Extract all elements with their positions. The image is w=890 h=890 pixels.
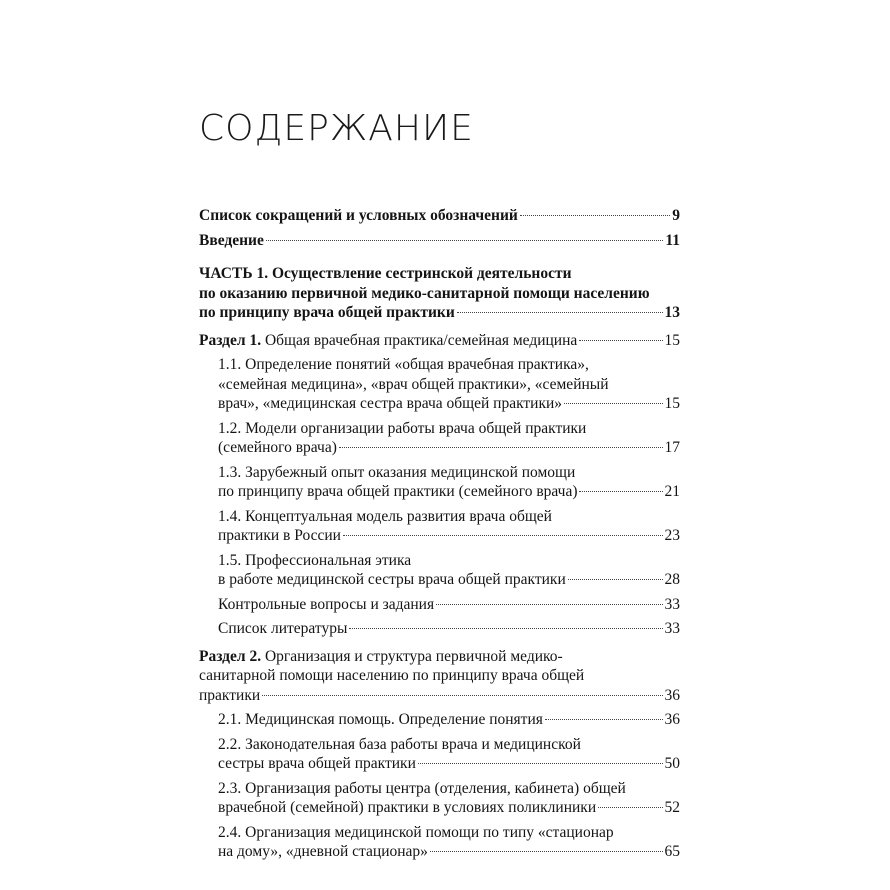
toc-entry-line: 2.2. Законодательная база работы врача и медицинской [218, 735, 581, 753]
dot-leader [598, 807, 662, 808]
toc-entry-line: 1.4. Концептуальная модель развития врача общей [218, 507, 552, 525]
page-number: 23 [664, 527, 680, 544]
toc-entry-line: ЧАСТЬ 1. Осуществление сестринской деятельности [199, 265, 572, 282]
toc-entry-1-4 [218, 507, 680, 546]
toc-entry-2-3 [218, 779, 680, 818]
toc-entry-2-1 [218, 710, 680, 730]
page-title: СОДЕРЖАНИЕ [199, 108, 474, 149]
toc-leader-line [199, 231, 680, 251]
toc-entry-line: 1.1. Определение понятий «общая врачебная практика», [218, 356, 589, 373]
toc-entry-2-2 [218, 735, 680, 774]
toc-entry-abbreviations [199, 206, 680, 226]
page-number: 65 [664, 843, 680, 860]
toc-leader-line [218, 438, 680, 458]
toc-leader-line [218, 710, 680, 730]
dot-leader [564, 403, 662, 404]
toc-leader-line [199, 303, 680, 323]
toc-entry-line: санитарной помощи населению по принципу врача общей [199, 667, 585, 684]
section-title: Общая врачебная практика/семейная медицина [261, 331, 578, 349]
toc-leader-line [218, 526, 680, 546]
page-number: 36 [664, 711, 680, 728]
toc-leader-line [218, 482, 680, 502]
toc-entry-line: по оказанию первичной медико-санитарной помощи населению [199, 284, 650, 302]
dot-leader [579, 340, 662, 341]
toc-leader-line [199, 686, 680, 706]
page-number: 36 [664, 686, 680, 704]
section-prefix: Раздел 2. [199, 647, 262, 665]
toc-entry-text: сестры врача общей практики [218, 755, 416, 772]
toc-entry-line: 2.4. Организация медицинской помощи по типу «стационар [218, 823, 614, 841]
page-number: 33 [664, 620, 680, 637]
toc-entry-text: практики [199, 686, 261, 704]
page-number: 21 [664, 483, 680, 500]
toc-entry-2-4 [218, 823, 680, 862]
toc-entry-text: Список литературы [218, 620, 348, 637]
toc-entry-line [199, 647, 680, 667]
page-number: 28 [664, 571, 680, 588]
table-of-contents [199, 206, 680, 862]
toc-entry-line: 1.3. Зарубежный опыт оказания медицинской помощи [218, 463, 576, 481]
dot-leader [568, 579, 663, 580]
page-number: 17 [664, 439, 680, 456]
toc-entry-text: (семейного врача) [218, 439, 337, 456]
toc-entry-text: в работе медицинской сестры врача общей практики [218, 571, 566, 588]
toc-entry-text: врачебной (семейной) практики в условиях поликлиники [218, 799, 597, 816]
toc-entry-text: по принципу врача общей практики (семейного врача) [218, 483, 578, 500]
page-number: 9 [672, 207, 680, 224]
page-number: 13 [664, 304, 680, 321]
toc-entry-section-2 [199, 647, 680, 706]
toc-leader-line [218, 842, 680, 862]
toc-entry-text: Список сокращений и условных обозначений [199, 207, 518, 224]
dot-leader [579, 491, 662, 492]
toc-entry-text: врач», «медицинская сестра врача общей практики» [218, 395, 563, 412]
toc-leader-line [199, 331, 680, 351]
toc-leader-line [218, 394, 680, 414]
toc-entry-text: Введение [199, 231, 264, 249]
toc-entry-1-2 [218, 419, 680, 458]
toc-entry-introduction [199, 231, 680, 251]
page-number: 15 [664, 395, 680, 412]
toc-entry-part-1 [199, 264, 680, 323]
dot-leader [266, 240, 663, 241]
toc-entry-text: 2.1. Медицинская помощь. Определение понятия [218, 711, 543, 728]
toc-leader-line [218, 570, 680, 590]
toc-entry-text: по принципу врача общей практики [199, 304, 455, 321]
dot-leader [545, 719, 663, 720]
dot-leader [418, 763, 663, 764]
toc-leader-line [218, 754, 680, 774]
toc-entry-line: «семейная медицина», «врач общей практики», «семейный [218, 375, 609, 393]
toc-leader-line [218, 595, 680, 615]
toc-entry-text: на дому», «дневной стационар» [218, 843, 428, 860]
dot-leader [339, 447, 663, 448]
toc-entry-1-5 [218, 551, 680, 590]
toc-entry-text: практики в России [218, 527, 341, 544]
toc-entry-section-1 [199, 331, 680, 351]
toc-leader-line [199, 206, 680, 226]
dot-leader [436, 604, 662, 605]
toc-leader-line [218, 798, 680, 818]
dot-leader [430, 851, 663, 852]
toc-leader-line [218, 619, 680, 639]
toc-entry-text: Контрольные вопросы и задания [218, 595, 435, 613]
toc-entry-line: 1.5. Профессиональная этика [218, 551, 412, 569]
dot-leader [457, 312, 663, 313]
dot-leader [349, 628, 662, 629]
toc-entry-review-questions [218, 595, 680, 615]
toc-entry-1-3 [218, 463, 680, 502]
section-title: Организация и структура первичной медико- [261, 647, 563, 665]
toc-entry-references [218, 619, 680, 639]
dot-leader [262, 695, 662, 696]
toc-entry-line: 1.2. Модели организации работы врача общей практики [218, 419, 587, 437]
toc-entry-line: 2.3. Организация работы центра (отделения, кабинета) общей [218, 779, 626, 797]
page-number: 11 [665, 231, 680, 249]
dot-leader [520, 215, 670, 216]
toc-entry-text [199, 331, 577, 351]
section-prefix: Раздел 1. [199, 331, 262, 349]
page-number: 33 [664, 595, 680, 613]
dot-leader [343, 535, 663, 536]
page-number: 15 [664, 331, 680, 349]
page-number: 52 [664, 799, 680, 816]
page-number: 50 [664, 755, 680, 772]
toc-entry-1-1 [218, 355, 680, 414]
